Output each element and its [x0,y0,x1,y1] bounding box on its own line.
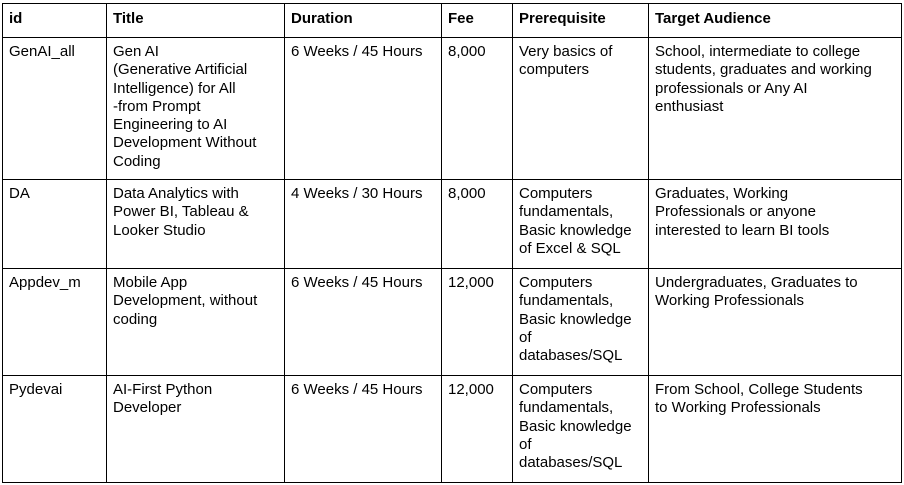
cell-line: Development, without [113,292,258,310]
cell-line: Development Without [113,134,257,152]
table-row [3,376,902,483]
cell-line: Very basics of [519,43,613,60]
cell-line: Undergraduates, Graduates to [655,274,858,291]
cell-prerequisite [513,269,649,376]
cell-line: Coding [113,152,161,170]
cell-line: Working Professionals [655,292,804,310]
cell-line: coding [113,310,158,328]
cell-line: Computers [519,274,593,291]
header-fee: Fee [442,4,513,38]
cell-line: to Working Professionals [655,399,821,417]
cell-line: AI-First Python [113,381,213,398]
cell-title [107,269,285,376]
cell-line: Computers [519,185,593,202]
cell-prerequisite [513,38,649,180]
cell-line: interested to learn BI tools [655,221,830,239]
cell-line: of Excel & SQL [519,239,621,257]
cell-line: School, intermediate to college [655,43,861,60]
cell-line: -from Prompt [113,97,201,115]
cell-line: Data Analytics with [113,185,239,202]
course-table [2,3,902,483]
header-id: id [3,4,107,38]
cell-line: Engineering to AI [113,116,228,134]
cell-line: professionals or Any AI [655,79,808,97]
cell-id: Appdev_m [3,269,107,376]
cell-fee: 8,000 [442,38,513,180]
cell-fee: 8,000 [442,180,513,269]
cell-line: students, graduates and working [655,61,872,79]
cell-line: of [519,435,532,453]
cell-duration: 4 Weeks / 30 Hours [285,180,442,269]
cell-target-audience [649,376,902,483]
header-duration: Duration [285,4,442,38]
cell-line: fundamentals, [519,203,614,221]
cell-target-audience [649,38,902,180]
cell-title [107,180,285,269]
cell-fee: 12,000 [442,376,513,483]
header-prerequisite: Prerequisite [513,4,649,38]
cell-line: From School, College Students [655,381,863,398]
cell-title [107,38,285,180]
cell-duration: 6 Weeks / 45 Hours [285,269,442,376]
cell-id: GenAI_all [3,38,107,180]
cell-prerequisite [513,180,649,269]
cell-line: fundamentals, [519,399,614,417]
cell-id: DA [3,180,107,269]
cell-line: Mobile App [113,274,188,291]
cell-target-audience [649,180,902,269]
table-row [3,38,902,180]
cell-line: Basic knowledge [519,417,632,435]
cell-duration: 6 Weeks / 45 Hours [285,376,442,483]
header-target-audience: Target Audience [649,4,902,38]
cell-title [107,376,285,483]
cell-id: Pydevai [3,376,107,483]
cell-line: Computers [519,381,593,398]
header-row [3,4,902,38]
cell-prerequisite [513,376,649,483]
cell-line: Gen AI [113,43,159,60]
cell-duration: 6 Weeks / 45 Hours [285,38,442,180]
cell-line: Basic knowledge [519,221,632,239]
cell-line: databases/SQL [519,454,623,472]
cell-line: Developer [113,399,182,417]
cell-line: Looker Studio [113,221,206,239]
cell-fee: 12,000 [442,269,513,376]
cell-line: Graduates, Working [655,185,789,202]
cell-line: Professionals or anyone [655,203,816,221]
cell-line: databases/SQL [519,347,623,365]
table-row [3,180,902,269]
cell-line: (Generative Artificial [113,61,248,79]
header-title: Title [107,4,285,38]
table-row [3,269,902,376]
cell-line: computers [519,61,590,79]
cell-target-audience [649,269,902,376]
cell-line: Intelligence) for All [113,79,236,97]
cell-line: of [519,328,532,346]
cell-line: fundamentals, [519,292,614,310]
cell-line: Basic knowledge [519,310,632,328]
cell-line: enthusiast [655,97,724,115]
cell-line: Power BI, Tableau & [113,203,249,221]
